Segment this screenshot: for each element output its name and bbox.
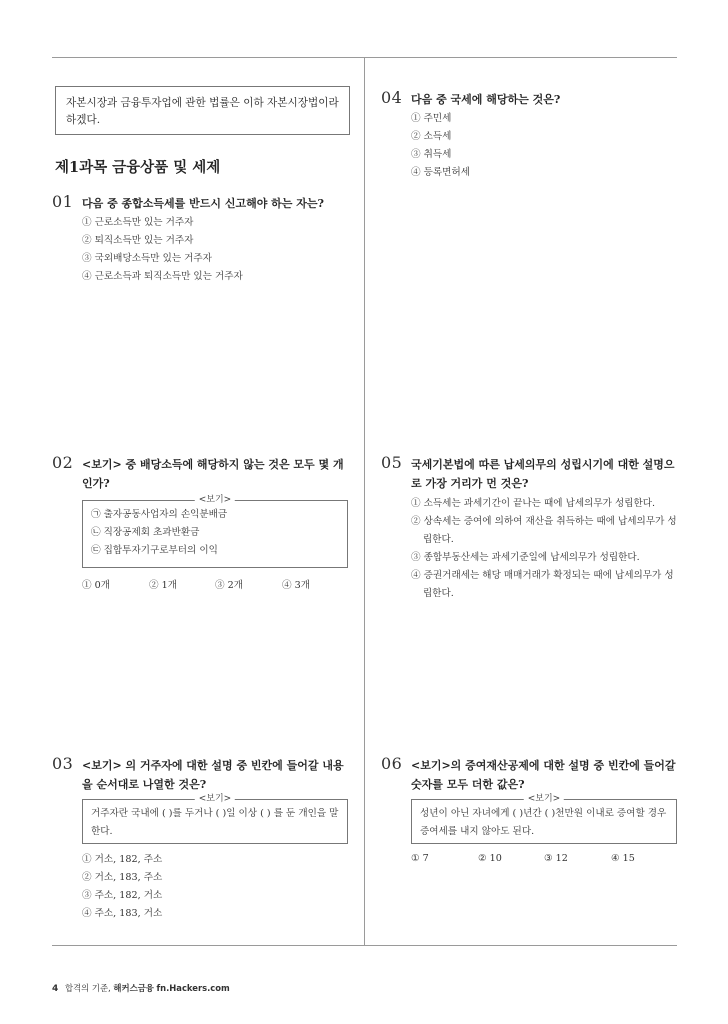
example-box-label: <보기> — [195, 494, 235, 506]
question-text: <보기> 의 거주자에 대한 설명 중 빈칸에 들어갈 내용을 순서대로 나열한 것은? — [82, 759, 344, 791]
page-number: 4 — [52, 984, 59, 994]
question-number: 03 — [52, 754, 74, 773]
option-list — [411, 495, 677, 603]
option-1[interactable]: ① 주민세 — [411, 113, 452, 124]
footer-url[interactable]: fn.Hackers.com — [156, 983, 230, 993]
example-text: 거주자란 국내에 ( )를 두거나 ( )일 이상 ( ) 를 둔 개인을 말한다. — [91, 808, 339, 837]
example-box-label: <보기> — [524, 793, 564, 805]
option-4[interactable]: ④ 등록면허세 — [411, 167, 470, 178]
option-4[interactable]: ④ 3개 — [282, 580, 311, 591]
question-text: <보기> 중 배당소득에 해당하지 않는 것은 모두 몇 개인가? — [82, 458, 344, 490]
option-3[interactable]: ③ 종합부동산세는 과세기준일에 납세의무가 성립한다. — [411, 552, 640, 563]
option-list — [82, 214, 357, 286]
option-3[interactable]: ③ 12 — [544, 853, 568, 864]
question-number: 06 — [381, 754, 403, 773]
option-1[interactable]: ① 거소, 182, 주소 — [82, 854, 163, 865]
example-box-label: <보기> — [195, 793, 235, 805]
option-2[interactable]: ② 소득세 — [411, 131, 452, 142]
example-item-2: ㉡ 직장공제회 초과반환금 — [91, 527, 200, 538]
notice-box — [55, 86, 350, 135]
column-divider — [364, 57, 365, 945]
bottom-rule — [52, 945, 677, 946]
option-4[interactable]: ④ 근로소득과 퇴직소득만 있는 거주자 — [82, 271, 243, 282]
example-box — [82, 495, 348, 568]
option-3[interactable]: ③ 주소, 182, 거소 — [82, 890, 163, 901]
option-4[interactable]: ④ 15 — [611, 853, 635, 864]
option-2[interactable]: ② 거소, 183, 주소 — [82, 872, 163, 883]
option-list — [411, 110, 686, 182]
question-number: 02 — [52, 453, 74, 472]
option-3[interactable]: ③ 국외배당소득만 있는 거주자 — [82, 253, 212, 264]
example-box — [411, 794, 677, 844]
option-4[interactable]: ④ 주소, 183, 거소 — [82, 908, 163, 919]
option-1[interactable]: ① 0개 — [82, 580, 111, 591]
option-2[interactable]: ② 1개 — [149, 580, 178, 591]
example-box — [82, 794, 348, 844]
example-item-3: ㉢ 집합투자기구로부터의 이익 — [91, 545, 218, 556]
footer-brand: 해커스금융 — [113, 983, 154, 993]
question-number: 01 — [52, 192, 74, 211]
question-number: 04 — [381, 88, 403, 107]
question-text: <보기>의 증여재산공제에 대한 설명 중 빈칸에 들어갈 숫자를 모두 더한 값은? — [411, 759, 676, 791]
example-item-1: ㉠ 출자공동사업자의 손익분배금 — [91, 509, 228, 520]
option-3[interactable]: ③ 취득세 — [411, 149, 452, 160]
option-4[interactable]: ④ 증권거래세는 해당 매매거래가 확정되는 때에 납세의무가 성립한다. — [411, 570, 674, 599]
option-list — [82, 851, 357, 923]
page-footer — [52, 982, 230, 994]
option-2[interactable]: ② 퇴직소득만 있는 거주자 — [82, 235, 194, 246]
footer-text: 합격의 기준, — [64, 983, 111, 993]
question-number: 05 — [381, 453, 403, 472]
option-2[interactable]: ② 10 — [478, 853, 502, 864]
option-3[interactable]: ③ 2개 — [215, 580, 244, 591]
question-text: 국세기본법에 따른 납세의무의 성립시기에 대한 설명으로 가장 거리가 먼 것은? — [411, 458, 675, 490]
option-1[interactable]: ① 7 — [411, 853, 429, 864]
question-text: 다음 중 국세에 해당하는 것은? — [411, 93, 561, 106]
notice-text: 자본시장과 금융투자업에 관한 법률은 이하 자본시장법이라 하겠다. — [66, 97, 339, 126]
option-1[interactable]: ① 근로소득만 있는 거주자 — [82, 217, 194, 228]
question-text: 다음 중 종합소득세를 반드시 신고해야 하는 자는? — [82, 197, 324, 210]
option-1[interactable]: ① 소득세는 과세기간이 끝나는 때에 납세의무가 성립한다. — [411, 498, 656, 509]
option-2[interactable]: ② 상속세는 증여에 의하여 재산을 취득하는 때에 납세의무가 성립한다. — [411, 516, 677, 545]
subject-title: 제1과목 금융상품 및 세제 — [55, 159, 221, 176]
example-text: 성년이 아닌 자녀에게 ( )년간 ( )천만원 이내로 증여할 경우 증여세를 내지 않아도 된다. — [420, 808, 667, 837]
